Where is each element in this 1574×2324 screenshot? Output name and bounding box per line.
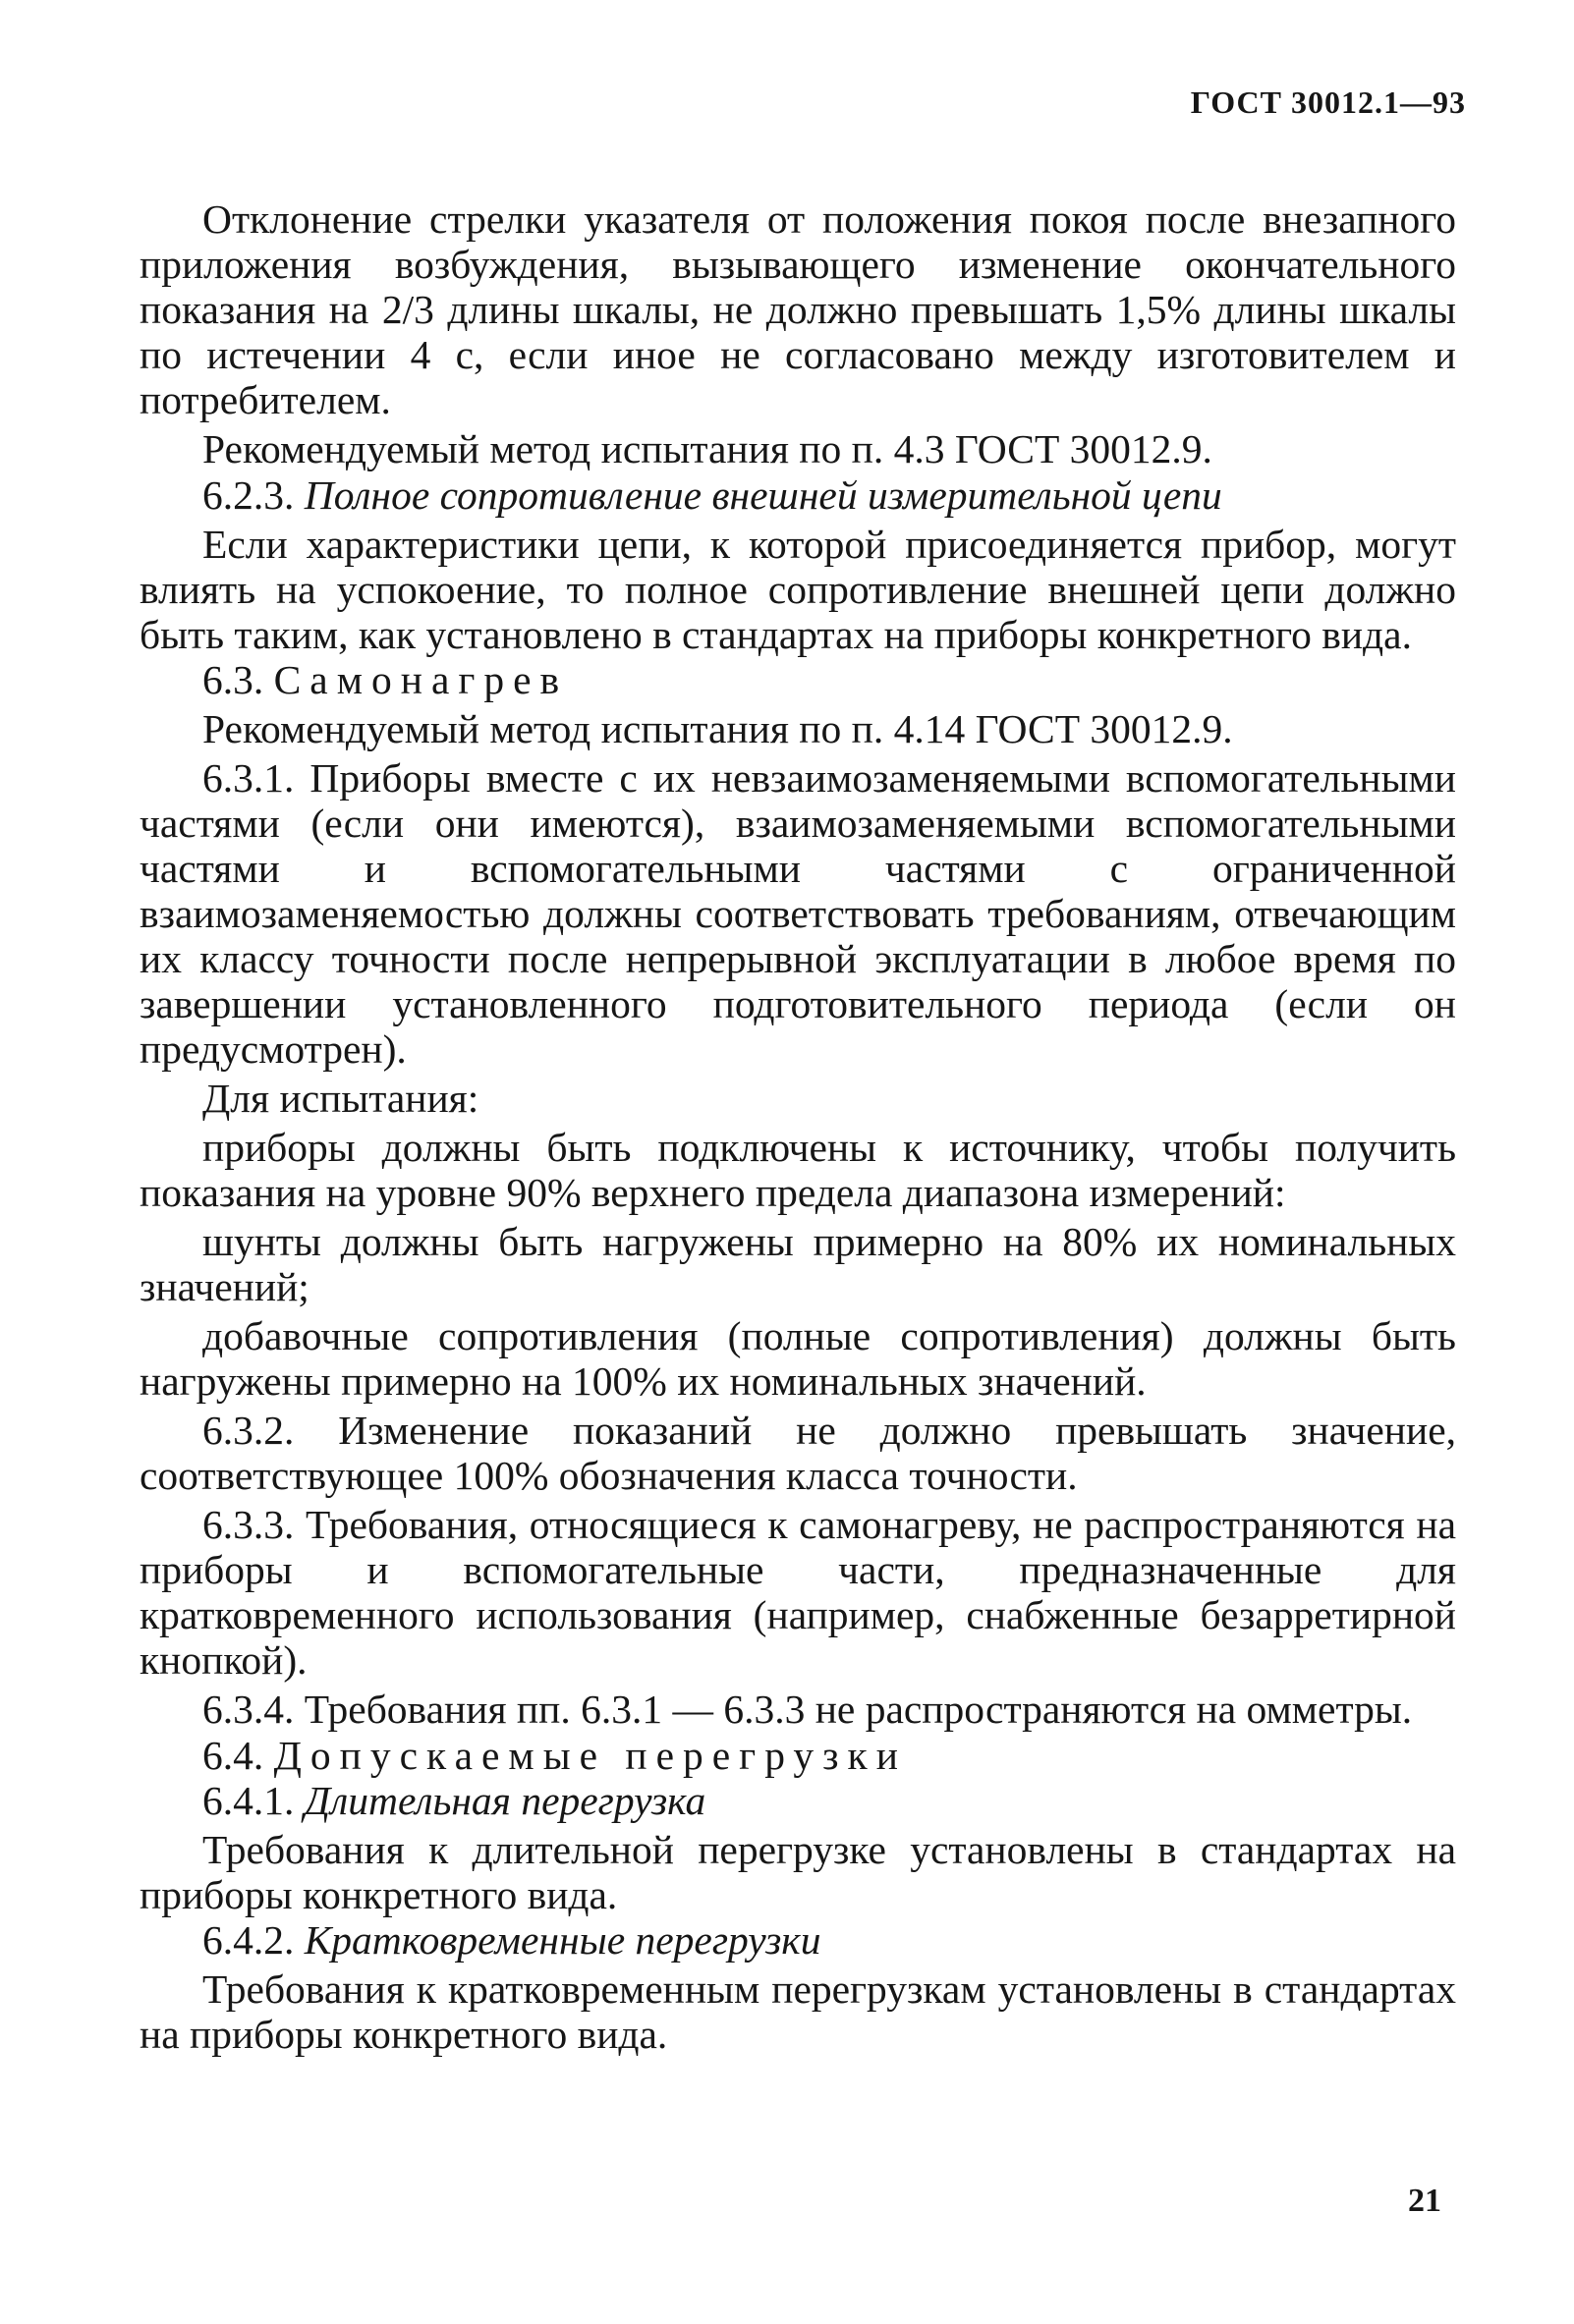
paragraph: Рекомендуемый метод испытания по п. 4.14 ГОСТ 30012.9. [202,706,1233,751]
section-heading [140,1733,1456,1778]
section-number: 6.3. [202,657,264,702]
section-number: 6.4. [202,1732,264,1778]
section-title: Самонагрев [273,657,569,702]
paragraph: Если характеристики цепи, к которой присоединяется прибор, могут влиять на успокоение, то полное сопротивление внешней цепи должно быть таким, как установлено в стандартах на приборы конкретного вида. [140,521,1456,657]
document-header: ГОСТ 30012.1—93 [1190,84,1466,120]
section-title: Допускаемые перегрузки [273,1732,907,1778]
paragraph: Рекомендуемый метод испытания по п. 4.3 ГОСТ 30012.9. [202,426,1212,471]
subsection-number: 6.4.1. [202,1777,295,1823]
paragraph: добавочные сопротивления (полные сопротивления) должны быть нагружены примерно на 100% их номинальных значений. [140,1313,1456,1404]
paragraph: Отклонение стрелки указателя от положения покоя после внезапного приложения возбуждения, вызывающего изменение окончательного показания на 2/3 длины шкалы, не должно превышать 1,5% длины шкалы по истечении 4 с, если иное не согласовано между изготовителем и потребителем. [140,196,1456,422]
paragraph: Требования к кратковременным перегрузкам установлены в стандартах на приборы конкретного вида. [140,1966,1456,2057]
paragraph: 6.3.1. Приборы вместе с их невзаимозаменяемыми вспомогательными частями (если они имеются), взаимозаменяемыми вспомогательными частями и вспомогательными частями с ограниченной взаимозаменяемостью должны соответствовать требованиям, отвечающим их классу точности после непрерывной эксплуатации в любое время по завершении установленного подготовительного периода (если он предусмотрен). [140,755,1456,1072]
subsection-title: Полное сопротивление внешней измерительной цепи [304,471,1222,518]
subsection-number: 6.2.3. [202,471,295,518]
paragraph: 6.3.3. Требования, относящиеся к самонагреву, не распространяются на приборы и вспомогательные части, предназначенные для кратковременного использования (например, снабженные безарретирной кнопкой). [140,1502,1456,1683]
subsection-number: 6.4.2. [202,1917,295,1963]
paragraph: Требования к длительной перегрузке установлены в стандартах на приборы конкретного вида. [140,1826,1456,1917]
paragraph: 6.3.2. Изменение показаний не должно превышать значение, соответствующее 100% обозначения класса точности. [140,1408,1456,1498]
paragraph: шунты должны быть нагружены примерно на 80% их номинальных значений; [140,1219,1456,1309]
page-number: 21 [1408,2183,1441,2219]
paragraph: 6.3.4. Требования пп. 6.3.1 — 6.3.3 не распространяются на омметры. [202,1687,1413,1732]
paragraph: Для испытания: [202,1076,479,1121]
subsection-heading [140,1778,1456,1823]
subsection-title: Длительная перегрузка [304,1777,706,1823]
paragraph: приборы должны быть подключены к источнику, чтобы получить показания на уровне 90% верхнего предела диапазона измерений: [140,1125,1456,1215]
page-body [140,196,1456,2058]
subsection-title: Кратковременные перегрузки [304,1917,821,1963]
subsection-heading [140,1917,1456,1963]
section-heading [140,657,1456,702]
subsection-heading [140,472,1456,518]
